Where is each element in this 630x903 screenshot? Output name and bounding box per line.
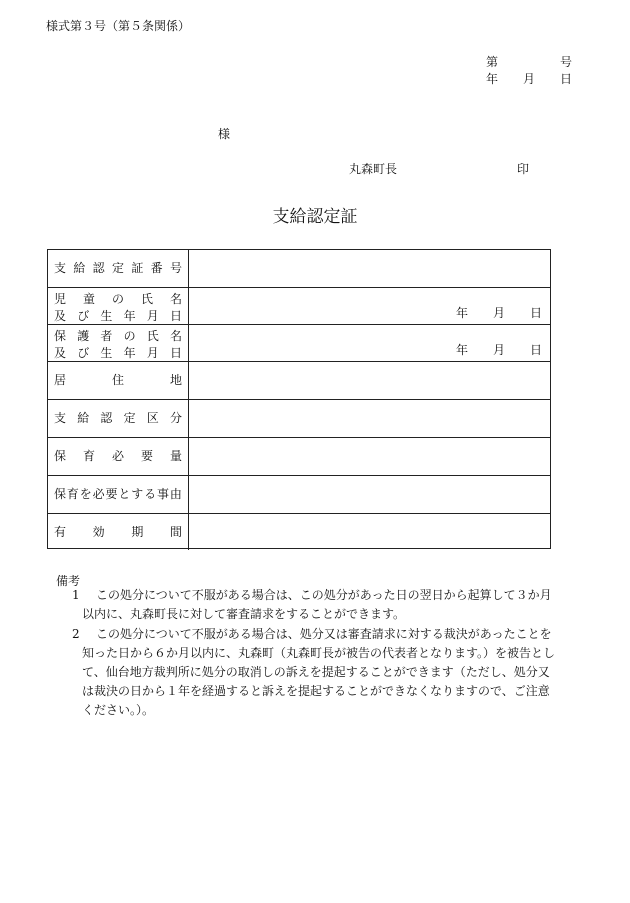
- label-char: 認: [92, 261, 105, 275]
- birth-date-placeholder: [456, 341, 542, 358]
- row-label-line: [54, 372, 182, 389]
- document-date-month: 月: [522, 72, 535, 86]
- row-label: [48, 400, 189, 437]
- remark-note-1: [72, 586, 557, 624]
- label-char: の: [111, 292, 124, 306]
- label-char: 育: [66, 487, 79, 501]
- label-char: 間: [169, 524, 182, 539]
- label-char: 分: [169, 411, 182, 425]
- label-char: 要: [105, 487, 118, 501]
- document-number: [486, 53, 572, 70]
- label-char: る: [144, 487, 157, 501]
- label-char: 保: [54, 449, 67, 463]
- label-char: 必: [111, 449, 124, 463]
- label-char: び: [77, 309, 90, 323]
- date-unit: 月: [492, 343, 505, 357]
- date-unit: 日: [529, 343, 542, 357]
- label-char: 支: [54, 411, 67, 425]
- row-label-line: [54, 308, 182, 325]
- row-label-line: [54, 524, 182, 541]
- document-date: [486, 70, 572, 87]
- remark-number: 1: [72, 588, 80, 602]
- table-row: [48, 437, 550, 475]
- label-char: 区: [146, 411, 159, 425]
- table-row: [48, 287, 550, 324]
- label-char: 地: [169, 373, 182, 387]
- row-label: [48, 438, 189, 475]
- label-char: 認: [100, 411, 113, 425]
- date-unit: 月: [492, 306, 505, 320]
- label-char: 証: [131, 261, 144, 275]
- row-label-line: [54, 410, 182, 427]
- label-char: 効: [92, 524, 105, 539]
- issuer-name: 丸森町長: [349, 162, 398, 176]
- remarks-heading: 備考: [56, 574, 81, 588]
- label-char: 児: [54, 292, 67, 306]
- row-label: [48, 250, 189, 287]
- label-char: 護: [77, 329, 90, 343]
- row-label: [48, 476, 189, 513]
- label-char: 氏: [140, 292, 153, 306]
- remark-note-2: [72, 625, 557, 720]
- label-char: 要: [140, 449, 153, 463]
- label-char: 育: [82, 449, 95, 463]
- row-label-line: [54, 486, 182, 503]
- table-row: [48, 513, 550, 550]
- label-char: 事: [157, 487, 170, 501]
- document-number-prefix: 第: [486, 55, 499, 69]
- label-char: 年: [123, 346, 136, 360]
- label-char: 日: [169, 309, 182, 323]
- label-char: 量: [169, 449, 182, 463]
- label-char: 者: [100, 329, 113, 343]
- label-char: 番: [150, 261, 163, 275]
- form-number: 様式第３号（第５条関係）: [46, 19, 191, 33]
- label-char: 月: [146, 346, 159, 360]
- table-row: [48, 399, 550, 437]
- remark-text: この処分について不服がある場合は、この処分があった日の翌日から起算して３か月以内に、丸森町長に対して審査請求をすることができます。: [82, 588, 552, 621]
- label-char: び: [77, 346, 90, 360]
- table-row: [48, 361, 550, 399]
- label-char: 月: [146, 309, 159, 323]
- label-char: を: [79, 487, 92, 501]
- label-char: 日: [169, 346, 182, 360]
- label-char: 及: [54, 309, 67, 323]
- table-row: [48, 324, 550, 361]
- table-row: [48, 475, 550, 513]
- label-char: と: [118, 487, 131, 501]
- seal-mark: 印: [517, 162, 530, 176]
- label-char: 名: [169, 292, 182, 306]
- label-char: 給: [73, 261, 86, 275]
- label-char: 定: [111, 261, 124, 275]
- label-char: 有: [54, 524, 67, 539]
- label-char: 号: [169, 261, 182, 275]
- label-char: 定: [123, 411, 136, 425]
- label-char: の: [123, 329, 136, 343]
- date-unit: 年: [456, 306, 469, 320]
- label-char: 生: [100, 346, 113, 360]
- remark-text: この処分について不服がある場合は、処分又は審査請求に対する裁決があったことを知った日から６か月以内に、丸森町（丸森町長が被告の代表者となります。）を被告として、仙台地方裁判所に処分の取消しの訴えを提起することができます（ただし、処分又は裁決の日から１年を経過すると訴えを提起することができなくなりますので、ご注意ください。）。: [82, 627, 556, 717]
- remark-number: 2: [72, 627, 80, 641]
- document-title: 支給認定証: [272, 207, 358, 227]
- label-char: 支: [54, 261, 67, 275]
- addressee-suffix: 様: [218, 127, 231, 141]
- date-unit: 日: [529, 306, 542, 320]
- label-char: 年: [123, 309, 136, 323]
- label-char: 居: [54, 373, 67, 387]
- row-label-line: [54, 328, 182, 345]
- date-unit: 年: [456, 343, 469, 357]
- row-label: [48, 325, 189, 361]
- label-char: す: [131, 487, 144, 501]
- row-label-line: [54, 260, 182, 277]
- label-char: 生: [100, 309, 113, 323]
- table-row: [48, 250, 550, 287]
- label-char: 及: [54, 346, 67, 360]
- row-label: [48, 362, 189, 399]
- label-char: 名: [169, 329, 182, 343]
- document-date-day: 日: [559, 72, 572, 86]
- label-char: 由: [169, 487, 182, 501]
- label-char: 必: [92, 487, 105, 501]
- birth-date-placeholder: [456, 304, 542, 321]
- row-label: [48, 288, 189, 324]
- row-label-line: [54, 345, 182, 362]
- label-char: 氏: [146, 329, 159, 343]
- document-number-suffix: 号: [559, 55, 572, 69]
- document-date-year: 年: [486, 72, 499, 86]
- row-label-line: [54, 448, 182, 465]
- row-label-line: [54, 291, 182, 308]
- row-label: [48, 514, 189, 550]
- label-char: 保: [54, 487, 67, 501]
- label-char: 住: [111, 373, 124, 387]
- label-char: 期: [131, 524, 144, 539]
- label-char: 給: [77, 411, 90, 425]
- label-char: 保: [54, 329, 67, 343]
- label-char: 童: [82, 292, 95, 306]
- certificate-table: [47, 249, 551, 549]
